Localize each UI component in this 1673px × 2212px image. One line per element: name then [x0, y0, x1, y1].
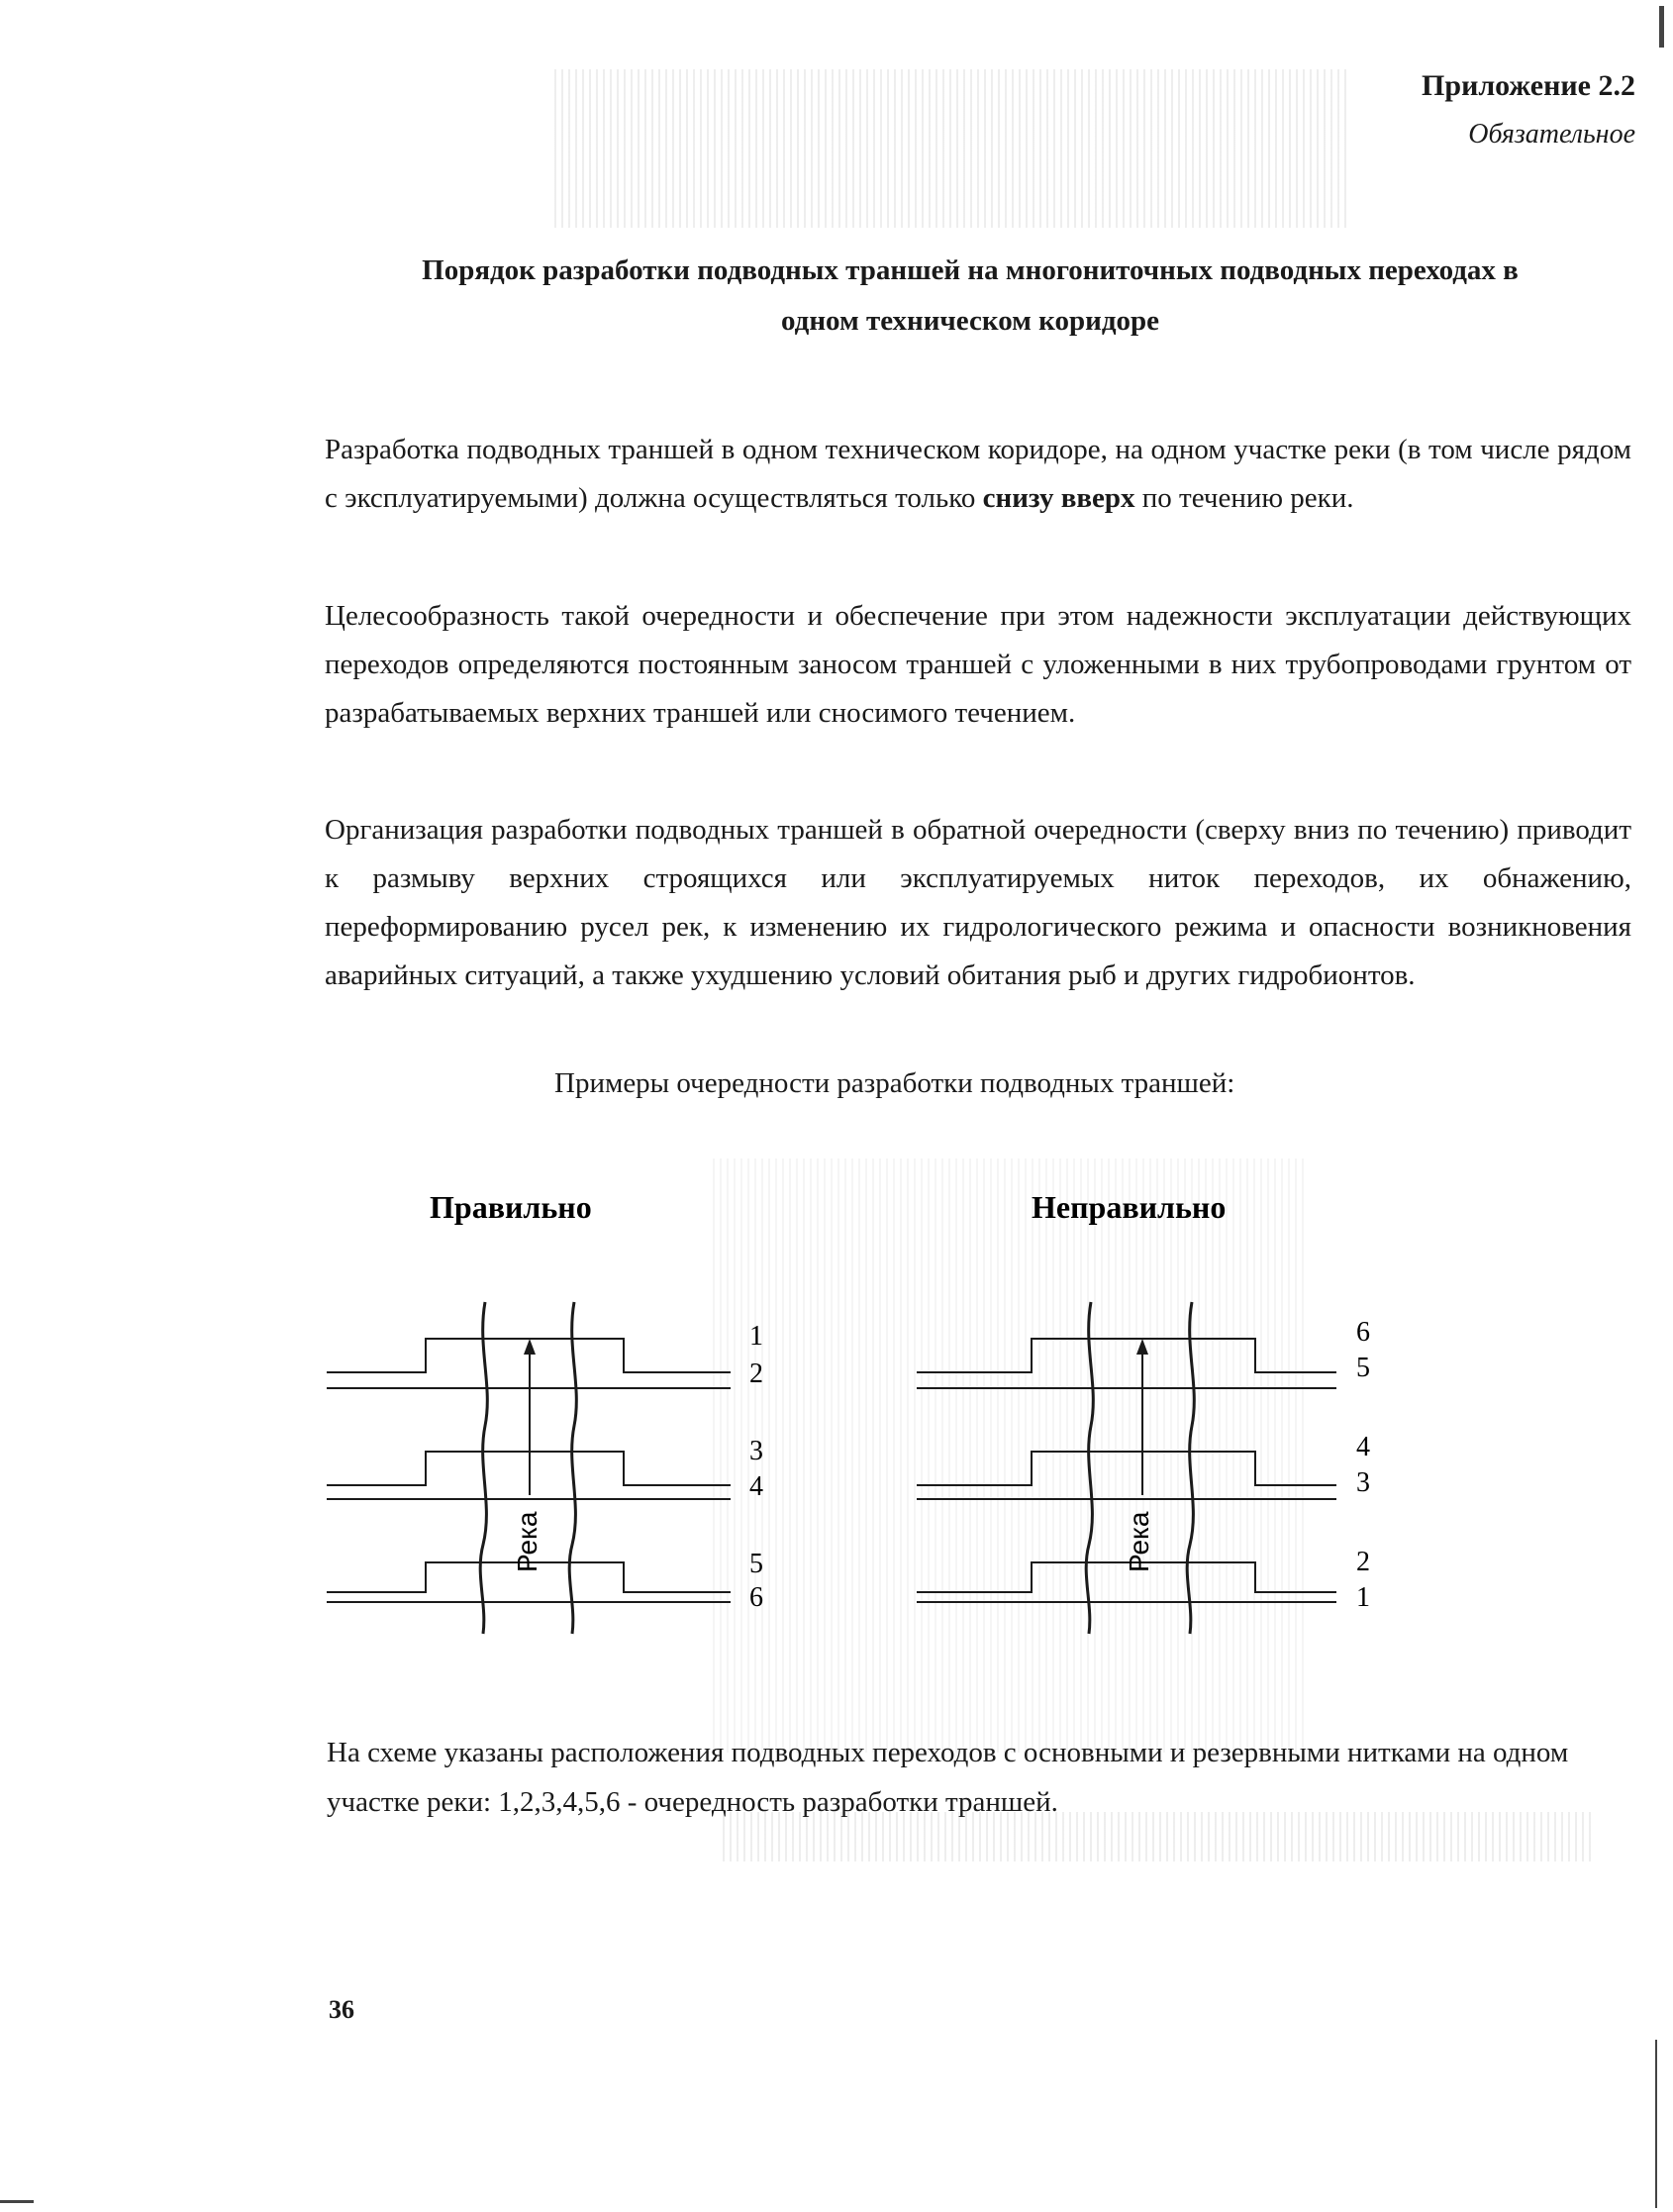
- trench-order-diagram: [327, 1178, 1416, 1644]
- page-number: 36: [329, 1995, 354, 2024]
- paragraph-1-end: по течению реки.: [1134, 482, 1354, 514]
- incorrect-number: 6: [1356, 1317, 1370, 1348]
- scan-edge-mark-right: [1655, 2040, 1657, 2208]
- diagram-note: На схеме указаны расположения подводных переходов с основными и резервными нитками на одном участке реки: 1,2,3,4,5,6 - очередность разработки траншей.: [327, 1737, 1569, 1818]
- incorrect-diagram: [917, 1189, 1370, 1634]
- correct-flow-arrowhead: [524, 1339, 536, 1355]
- section-heading: [317, 246, 1624, 347]
- incorrect-number: 5: [1356, 1353, 1370, 1383]
- appendix-title: Приложение 2.2: [1422, 69, 1635, 102]
- correct-diagram: [327, 1189, 763, 1634]
- correct-number: 2: [749, 1358, 763, 1389]
- incorrect-river-bank-left: [1086, 1302, 1093, 1634]
- incorrect-label: Неправильно: [1032, 1189, 1227, 1225]
- incorrect-river-bank-right: [1187, 1302, 1194, 1634]
- correct-river-label: Река: [512, 1511, 542, 1572]
- paragraph-rationale: Целесообразность такой очередности и обеспечение при этом надежности эксплуатации действующих переходов определяются постоянным заносом траншей с уложенными в них трубопроводами грунтом от разрабатываемых верхних траншей или сносимого течением.: [325, 600, 1631, 729]
- paragraph-1-start: Разработка подводных траншей в одном техническом коридоре, на одном участке реки (в том числе рядом с эксплуатируемыми) должна осуществляться только: [325, 434, 1631, 514]
- incorrect-number: 1: [1356, 1582, 1370, 1613]
- scan-edge-mark-top: [1659, 6, 1664, 48]
- incorrect-number: 2: [1356, 1547, 1370, 1577]
- correct-river-bank-right: [569, 1302, 576, 1634]
- correct-number: 1: [749, 1321, 763, 1352]
- paragraph-order-rule: [325, 426, 1631, 523]
- correct-number: 5: [749, 1549, 763, 1579]
- correct-number: 3: [749, 1436, 763, 1466]
- examples-caption: Примеры очередности разработки подводных траншей:: [554, 1067, 1235, 1099]
- incorrect-crossing-1: [917, 1339, 1336, 1388]
- appendix-status: Обязательное: [1468, 119, 1635, 150]
- paragraph-consequences: Организация разработки подводных траншей в обратной очередности (сверху вниз по течению) приводит к размыву верхних строящихся или эксплуатируемых ниток переходов, их обнажению, переформированию русел рек, к изменению их гидрологического режима и опасности возникновения аварийных ситуаций, а также ухудшению условий обитания рыб и других гидробионтов.: [325, 814, 1631, 991]
- correct-label: Правильно: [430, 1189, 592, 1225]
- heading-line-2: одном техническом коридоре: [780, 305, 1159, 337]
- paragraph-1-bold: снизу вверх: [982, 482, 1135, 514]
- scan-noise: [554, 69, 1346, 228]
- incorrect-river-label: Река: [1124, 1511, 1154, 1572]
- incorrect-number: 4: [1356, 1432, 1370, 1462]
- correct-number: 6: [749, 1582, 763, 1613]
- incorrect-number: 3: [1356, 1467, 1370, 1498]
- incorrect-crossing-2: [917, 1452, 1336, 1499]
- heading-line-1: Порядок разработки подводных траншей на многониточных подводных переходах в: [422, 254, 1519, 286]
- correct-number: 4: [749, 1471, 763, 1502]
- scan-edge-mark-bottom: [0, 2200, 34, 2203]
- correct-river-bank-left: [480, 1302, 487, 1634]
- incorrect-flow-arrowhead: [1136, 1339, 1148, 1355]
